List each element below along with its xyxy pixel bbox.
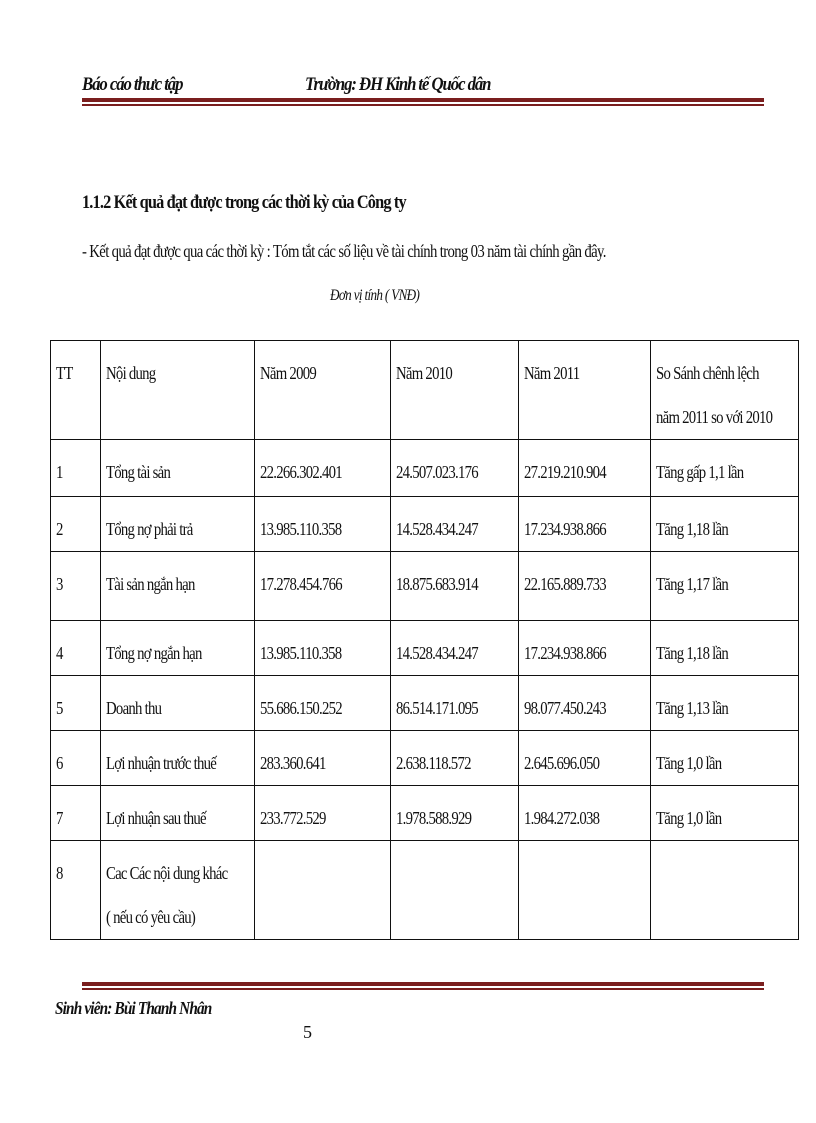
footer-rule-thin: [82, 988, 764, 990]
cell-2010: 2.638.118.572: [391, 731, 519, 786]
header-rule-thick: [82, 98, 764, 102]
cell-compare: Tăng 1,13 lần: [651, 676, 799, 731]
table-row: [51, 552, 799, 621]
cell-content: Tài sản ngắn hạn: [101, 552, 255, 621]
cell-tt: 3: [51, 552, 101, 621]
unit-label: Đơn vị tính ( VNĐ): [330, 287, 420, 304]
cell-content: Cac Các nội dung khác ( nếu có yêu cầu): [101, 841, 255, 940]
cell-tt: 2: [51, 497, 101, 552]
cell-tt: 6: [51, 731, 101, 786]
cell-tt: 1: [51, 440, 101, 497]
header-cell-2010: Năm 2010: [391, 341, 519, 440]
header-right: Trường: ĐH Kinh tế Quốc dân: [305, 74, 491, 95]
cell-2010: 18.875.683.914: [391, 552, 519, 621]
cell-tt: 5: [51, 676, 101, 731]
cell-2011: 98.077.450.243: [519, 676, 651, 731]
cell-2009: 22.266.302.401: [255, 440, 391, 497]
table-row: [51, 621, 799, 676]
cell-2009: 13.985.110.358: [255, 621, 391, 676]
table-row: [51, 731, 799, 786]
cell-2009: 233.772.529: [255, 786, 391, 841]
student-name: Sinh viên: Bùi Thanh Nhân: [55, 998, 212, 1018]
cell-2010: [391, 841, 519, 940]
cell-2009: [255, 841, 391, 940]
table-row-other: [51, 841, 799, 940]
cell-2010: 1.978.588.929: [391, 786, 519, 841]
header-left: Báo cáo thưc tập: [82, 74, 183, 95]
cell-2011: 17.234.938.866: [519, 497, 651, 552]
header-cell-tt: TT: [51, 341, 101, 440]
cell-2010: 24.507.023.176: [391, 440, 519, 497]
section-title: 1.1.2 Kết quả đạt được trong các thời kỳ của Công ty: [82, 192, 406, 213]
cell-2009: 283.360.641: [255, 731, 391, 786]
cell-2011: 17.234.938.866: [519, 621, 651, 676]
header-cell-compare: So Sánh chênh lệch năm 2011 so với 2010: [651, 341, 799, 440]
table-row: [51, 786, 799, 841]
footer-rule-thick: [82, 982, 764, 986]
cell-compare: Tăng 1,17 lần: [651, 552, 799, 621]
cell-content: Tổng tài sản: [101, 440, 255, 497]
header-rule-thin: [82, 104, 764, 106]
page-number: 5: [303, 1022, 312, 1042]
cell-compare: Tăng 1,18 lần: [651, 621, 799, 676]
cell-2009: 55.686.150.252: [255, 676, 391, 731]
cell-content: Doanh thu: [101, 676, 255, 731]
header-cell-content: Nội dung: [101, 341, 255, 440]
cell-content: Lợi nhuận sau thuế: [101, 786, 255, 841]
cell-tt: 4: [51, 621, 101, 676]
table-row: [51, 440, 799, 497]
cell-2010: 86.514.171.095: [391, 676, 519, 731]
table-header-row: [51, 341, 799, 440]
cell-2010: 14.528.434.247: [391, 497, 519, 552]
cell-tt: 7: [51, 786, 101, 841]
cell-compare: [651, 841, 799, 940]
cell-compare: Tăng 1,0 lần: [651, 786, 799, 841]
cell-compare: Tăng 1,0 lần: [651, 731, 799, 786]
table-row: [51, 676, 799, 731]
cell-2010: 14.528.434.247: [391, 621, 519, 676]
header-cell-2009: Năm 2009: [255, 341, 391, 440]
cell-content: Tổng nợ phải trả: [101, 497, 255, 552]
cell-2011: 1.984.272.038: [519, 786, 651, 841]
cell-tt: 8: [51, 841, 101, 940]
cell-2011: 2.645.696.050: [519, 731, 651, 786]
cell-compare: Tăng gấp 1,1 lần: [651, 440, 799, 497]
cell-2009: 13.985.110.358: [255, 497, 391, 552]
table-row: [51, 497, 799, 552]
cell-2011: 27.219.210.904: [519, 440, 651, 497]
financial-table: [50, 340, 799, 940]
header-cell-2011: Năm 2011: [519, 341, 651, 440]
cell-2009: 17.278.454.766: [255, 552, 391, 621]
cell-2011: 22.165.889.733: [519, 552, 651, 621]
intro-text: - Kết quả đạt được qua các thời kỳ : Tóm tắt các số liệu về tài chính trong 03 năm tài chính gần đây.: [82, 241, 606, 261]
cell-content: Lợi nhuận trước thuế: [101, 731, 255, 786]
cell-2011: [519, 841, 651, 940]
cell-content: Tổng nợ ngắn hạn: [101, 621, 255, 676]
cell-compare: Tăng 1,18 lần: [651, 497, 799, 552]
